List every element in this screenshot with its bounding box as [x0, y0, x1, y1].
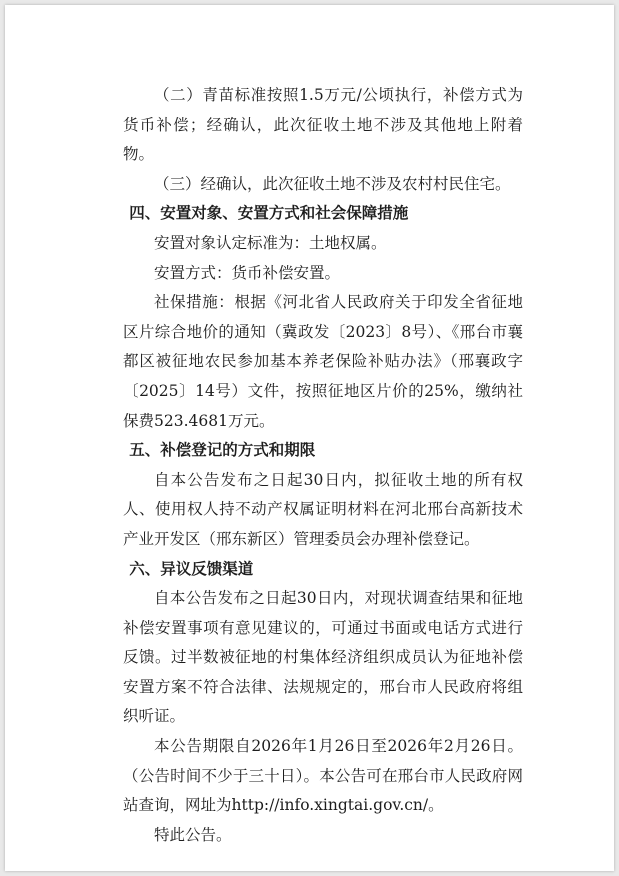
paragraph-registration: 自本公告发布之日起30日内，拟征收土地的所有权人、使用权人持不动产权属证明材料在河北邢台高新技术产业开发区（邢东新区）管理委员会办理补偿登记。 [123, 470, 523, 548]
section-heading-registration: 五、补偿登记的方式和期限 [129, 441, 316, 460]
section-heading-objection: 六、异议反馈渠道 [129, 559, 254, 578]
document-body [123, 81, 523, 850]
paragraph-resettlement-object: 安置对象认定标准为：土地权属。 [154, 233, 387, 252]
paragraph-objection: 自本公告发布之日起30日内，对现状调查结果和征地补偿安置事项有意见建议的，可通过书面或电话方式进行反馈。过半数被征地的村集体经济组织成员认为征地补偿安置方案不符合法律、法规规定的，邢台市人民政府将组织听证。 [123, 589, 523, 726]
paragraph-social-security: 社保措施：根据《河北省人民政府关于印发全省征地区片综合地价的通知（冀政发〔2023〕8号）、《邢台市襄都区被征地农民参加基本养老保险补贴办法》（邢襄政字〔2025〕14号）文件，按照征地区片价的25%，缴纳社保费523.4681万元。 [123, 293, 523, 430]
paragraph-seedling-compensation: （二）青苗标准按照1.5万元/公顷执行，补偿方式为货币补偿；经确认，此次征收土地不涉及其他地上附着物。 [123, 86, 523, 164]
section-heading-resettlement: 四、安置对象、安置方式和社会保障措施 [129, 204, 409, 223]
paragraph-closing: 特此公告。 [154, 825, 232, 844]
paragraph-notice-period: 本公告期限自2026年1月26日至2026年2月26日。（公告时间不少于三十日）。本公告可在邢台市人民政府网站查询，网址为http://info.xingtai.gov.cn/。 [123, 737, 523, 815]
paragraph-no-housing: （三）经确认，此次征收土地不涉及农村村民住宅。 [154, 174, 511, 193]
document-page [5, 5, 614, 871]
paragraph-resettlement-method: 安置方式：货币补偿安置。 [154, 263, 341, 282]
